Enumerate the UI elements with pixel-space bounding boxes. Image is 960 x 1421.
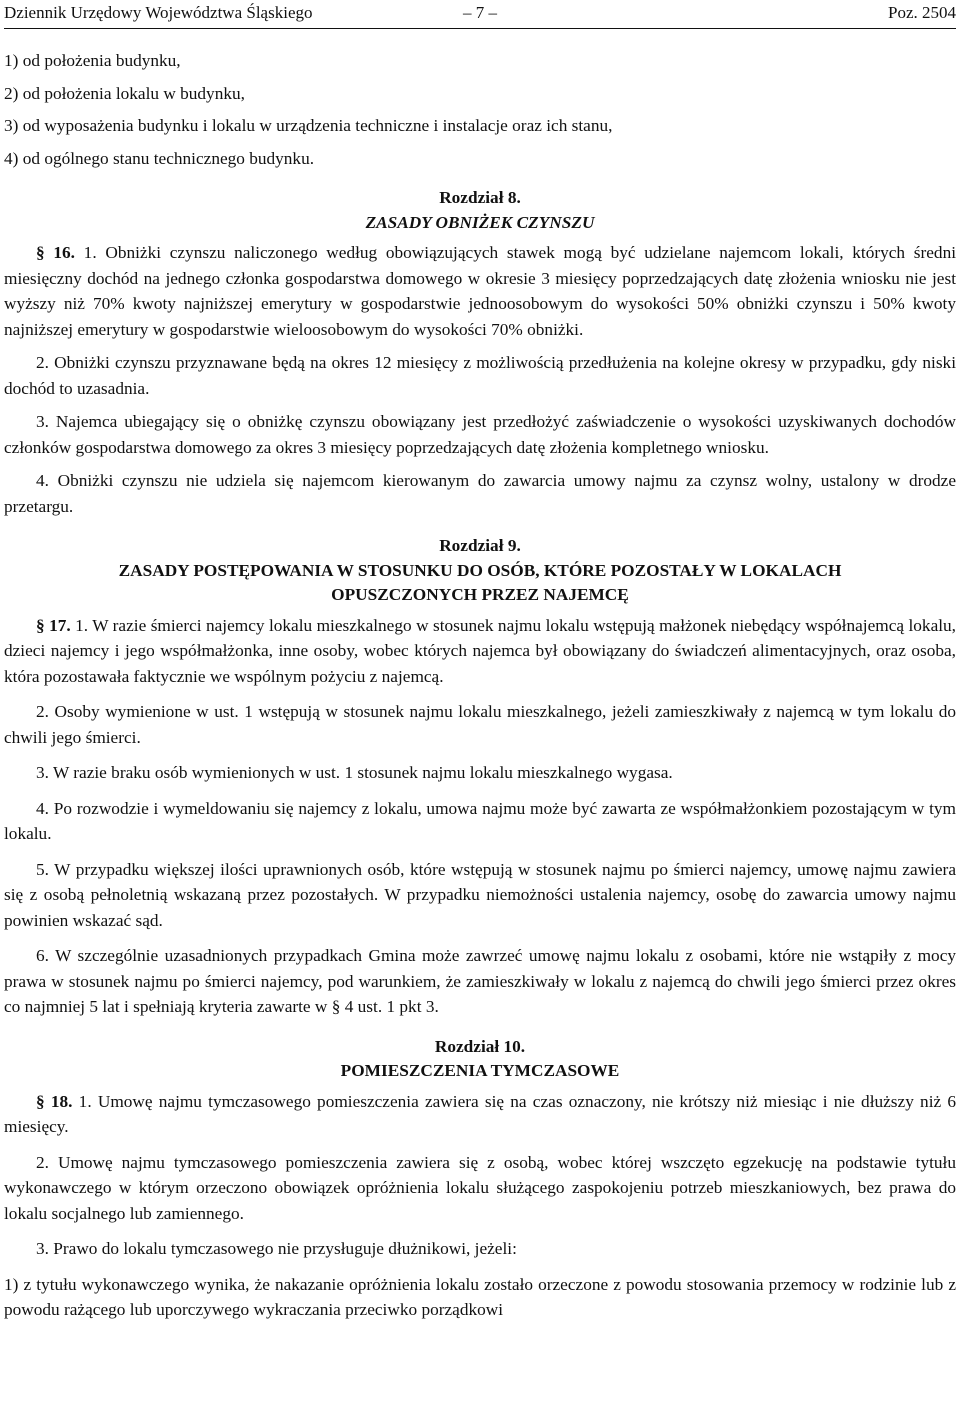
paragraph-18-3: 3. Prawo do lokalu tymczasowego nie przysługuje dłużnikowi, jeżeli: <box>36 1239 517 1258</box>
list-item: 3) od wyposażenia budynku i lokalu w urządzenia techniczne i instalacje oraz ich stanu, <box>4 116 613 135</box>
paragraph-17-3: 3. W razie braku osób wymienionych w ust. 1 stosunek najmu lokalu mieszkalnego wygasa. <box>36 763 673 782</box>
paragraph-text: Obniżki czynszu naliczonego według obowiązujących stawek mogą być udzielane najemcom lokali, których średni miesięczny dochód na jednego członka gospodarstwa domowego w okresie 3 miesięcy poprzedzających datę złożenia wniosku nie jest wyższy niż 70% kwoty najniższej emerytury w gospodarstwie jednoosobowym do wysokości 50% obniżki czynszu i 50% kwoty najniższej emerytury w gospodarstwie wieloosobowym do wysokości 70% obniżki. <box>4 243 957 339</box>
paragraph-16-1 <box>4 240 956 342</box>
journal-title: Dziennik Urzędowy Województwa Śląskiego <box>4 3 313 22</box>
paragraph-16-3: 3. Najemca ubiegający się o obniżkę czynszu obowiązany jest przedłożyć zaświadczenie o wysokości uzyskiwanych dochodów członków gospodarstwa domowego za okres 3 miesięcy poprzedzających datę złożenia kompletnego wniosku. <box>4 412 956 457</box>
document-body <box>4 48 956 1323</box>
paragraph-18-2: 2. Umowę najmu tymczasowego pomieszczenia zawiera się z osobą, wobec której wszczęto egzekucję na podstawie tytułu wykonawczego w którym orzeczono obowiązek opróżnienia lokalu służącego zaspokojeniu potrzeb mieszkaniowych, bez prawa do lokalu socjalnego lub zamiennego. <box>4 1152 956 1223</box>
paragraph-17-2: 2. Osoby wymienione w ust. 1 wstępują w stosunek najmu lokalu mieszkalnego, jeżeli zamieszkiwały z najemcą w tym lokalu do chwili jego śmierci. <box>4 702 956 747</box>
point-number: 1. <box>83 243 97 262</box>
position-number: Poz. 2504 <box>888 3 956 22</box>
section-label-18: § 18. <box>36 1091 73 1111</box>
chapter-9-title-line-1: ZASADY POSTĘPOWANIA W STOSUNKU DO OSÓB, KTÓRE POZOSTAŁY W LOKALACH <box>118 560 842 580</box>
paragraph-17-1 <box>4 613 956 690</box>
page-header <box>4 0 956 29</box>
chapter-8-title: ZASADY OBNIŻEK CZYNSZU <box>365 212 595 232</box>
paragraph-16-4: 4. Obniżki czynszu nie udziela się najemcom kierowanym do zawarcia umowy najmu za czynsz wolny, ustalony w drodze przetargu. <box>4 471 956 516</box>
paragraph-18-1 <box>4 1089 956 1140</box>
paragraph-17-6: 6. W szczególnie uzasadnionych przypadkach Gmina może zawrzeć umowę najmu lokalu z osobami, które nie wstąpiły z mocy prawa w stosunek najmu po śmierci najemcy, pod warunkiem, że zamieszkiwały w lokalu z najemcą do chwili jego śmierci przez okres co najmniej 5 lat i spełniają kryteria zawarte w § 4 ust. 1 pkt 3. <box>4 946 956 1016</box>
list-item: 2) od położenia lokalu w budynku, <box>4 83 245 103</box>
paragraph-text: 1. W razie śmierci najemcy lokalu mieszkalnego w stosunek najmu lokalu wstępują małżonek niebędący współnajemcą lokalu, dzieci najemcy i jego współmałżonka, inne osoby, wobec których najemca był obowiązany do świadczeń alimentacyjnych, oraz osoba, która pozostawała faktycznie we wspólnym pożyciu z najemcą. <box>4 615 956 686</box>
paragraph-text: 1. Umowę najmu tymczasowego pomieszczenia zawiera się na czas oznaczony, nie krótszy niż miesiąc i nie dłuższy niż 6 miesięcy. <box>4 1091 957 1136</box>
paragraph-18-3-item-1: 1) z tytułu wykonawczego wynika, że nakazanie opróżnienia lokalu zostało orzeczone z powodu stosowania przemocy w rodzinie lub z powodu rażącego lub uporczywego wykraczania przeciwko porządkowi <box>4 1274 956 1319</box>
chapter-10-number: Rozdział 10. <box>434 1036 526 1056</box>
paragraph-17-4: 4. Po rozwodzie i wymeldowaniu się najemcy z lokalu, umowa najmu może być zawarta ze współmałżonkiem pozostającym w tym lokalu. <box>4 798 956 843</box>
chapter-9-number: Rozdział 9. <box>439 536 521 555</box>
list-item: 1) od położenia budynku, <box>4 51 181 70</box>
paragraph-16-2: 2. Obniżki czynszu przyznawane będą na okres 12 miesięcy z możliwością przedłużenia na kolejne okresy w przypadku, gdy niski dochód to uzasadnia. <box>4 353 956 398</box>
section-label-16: § 16. <box>36 243 75 262</box>
list-item: 4) od ogólnego stanu technicznego budynku. <box>4 148 315 168</box>
chapter-10-title: POMIESZCZENIA TYMCZASOWE <box>340 1061 620 1080</box>
page-number: – 7 – <box>463 3 497 22</box>
section-label-17: § 17. <box>36 615 71 635</box>
paragraph-17-5: 5. W przypadku większej ilości uprawnionych osób, które wstępują w stosunek najmu po śmierci najemcy, umowę najmu zawiera się z osobą pełnoletnią wskazaną przez pozostałych. W przypadku niemożności ustalenia najemcy, osobę do zawarcia umowy najmu powinien wskazać sąd. <box>4 859 956 930</box>
chapter-8-number: Rozdział 8. <box>439 188 521 207</box>
chapter-9-title-line-2: OPUSZCZONYCH PRZEZ NAJEMCĘ <box>331 585 629 604</box>
